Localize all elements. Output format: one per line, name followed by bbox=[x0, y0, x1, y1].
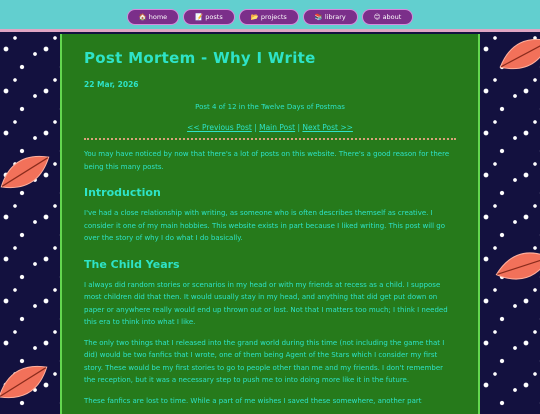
leaf-decoration-icon bbox=[0, 150, 56, 194]
nav-projects-button[interactable] bbox=[239, 9, 299, 25]
nav-home-label: home bbox=[148, 13, 168, 21]
paragraph: The only two things that I released into the grand world during this time (not including the game that I did) would be two fanfics that I wrote, one of them being Agent of the Stars which I consider my first story. These would be my first stories to go to people other than me and my friends. I don't remember the reception, but it was a necessary step to push me to into doing more like it in the future. bbox=[84, 338, 445, 384]
post-title: Post Mortem - Why I Write bbox=[84, 49, 316, 67]
nav-posts-button[interactable] bbox=[183, 9, 235, 25]
post-date: 22 Mar, 2026 bbox=[84, 80, 139, 89]
folder-icon: 📂 bbox=[250, 13, 259, 21]
intro-paragraph: You may have noticed by now that there's a lot of posts on this website. There's a good reason for there being this many posts. bbox=[84, 150, 450, 171]
next-post-link[interactable]: Next Post >> bbox=[302, 123, 353, 132]
main-nav bbox=[0, 9, 540, 25]
memo-icon: 📝 bbox=[195, 13, 204, 21]
nav-posts-label: posts bbox=[205, 13, 223, 21]
post-content-panel bbox=[60, 34, 480, 414]
paragraph: These fanfics are lost to time. While a part of me wishes I saved these somewhere, another part bbox=[84, 396, 422, 405]
post-navigation bbox=[84, 123, 456, 132]
main-post-link[interactable]: Main Post bbox=[259, 123, 296, 132]
nav-separator: | bbox=[297, 123, 301, 132]
previous-post-link[interactable]: << Previous Post bbox=[187, 123, 252, 132]
paragraph: I always did random stories or scenarios in my head or with my friends at recess as a child. I suppose most children did that then. It would usually stay in my head, and anything that did get put down on paper or anywhere really would end up thrown out or lost. Not that I matters too much; I think I needed this era to think into what I like. bbox=[84, 280, 448, 326]
dotted-divider bbox=[84, 138, 456, 140]
nav-projects-label: projects bbox=[260, 13, 287, 21]
nav-library-label: library bbox=[324, 13, 346, 21]
section-heading-introduction: Introduction bbox=[84, 186, 161, 199]
nav-home-button[interactable] bbox=[127, 9, 180, 25]
nav-separator: | bbox=[254, 123, 257, 132]
top-bar bbox=[0, 0, 540, 32]
section-heading-child-years: The Child Years bbox=[84, 257, 180, 271]
smiley-icon: 😊 bbox=[373, 13, 381, 21]
books-icon: 📚 bbox=[314, 13, 323, 21]
post-series-info: Post 4 of 12 in the Twelve Days of Postmas bbox=[195, 103, 345, 111]
post-article bbox=[62, 49, 478, 407]
nav-about-label: about bbox=[382, 13, 402, 21]
nav-about-button[interactable] bbox=[362, 9, 414, 25]
leaf-decoration-icon bbox=[0, 360, 54, 404]
home-icon: 🏠 bbox=[138, 13, 147, 21]
leaf-decoration-icon bbox=[492, 244, 540, 288]
nav-library-button[interactable] bbox=[303, 9, 358, 25]
paragraph: I've had a close relationship with writing, as someone who is often describes themself as creative. I consider it one of my main hobbies. This website exists in part because I liked writing. This post will go over the story of why I do what I do basically. bbox=[84, 209, 446, 242]
leaf-decoration-icon bbox=[494, 32, 540, 76]
